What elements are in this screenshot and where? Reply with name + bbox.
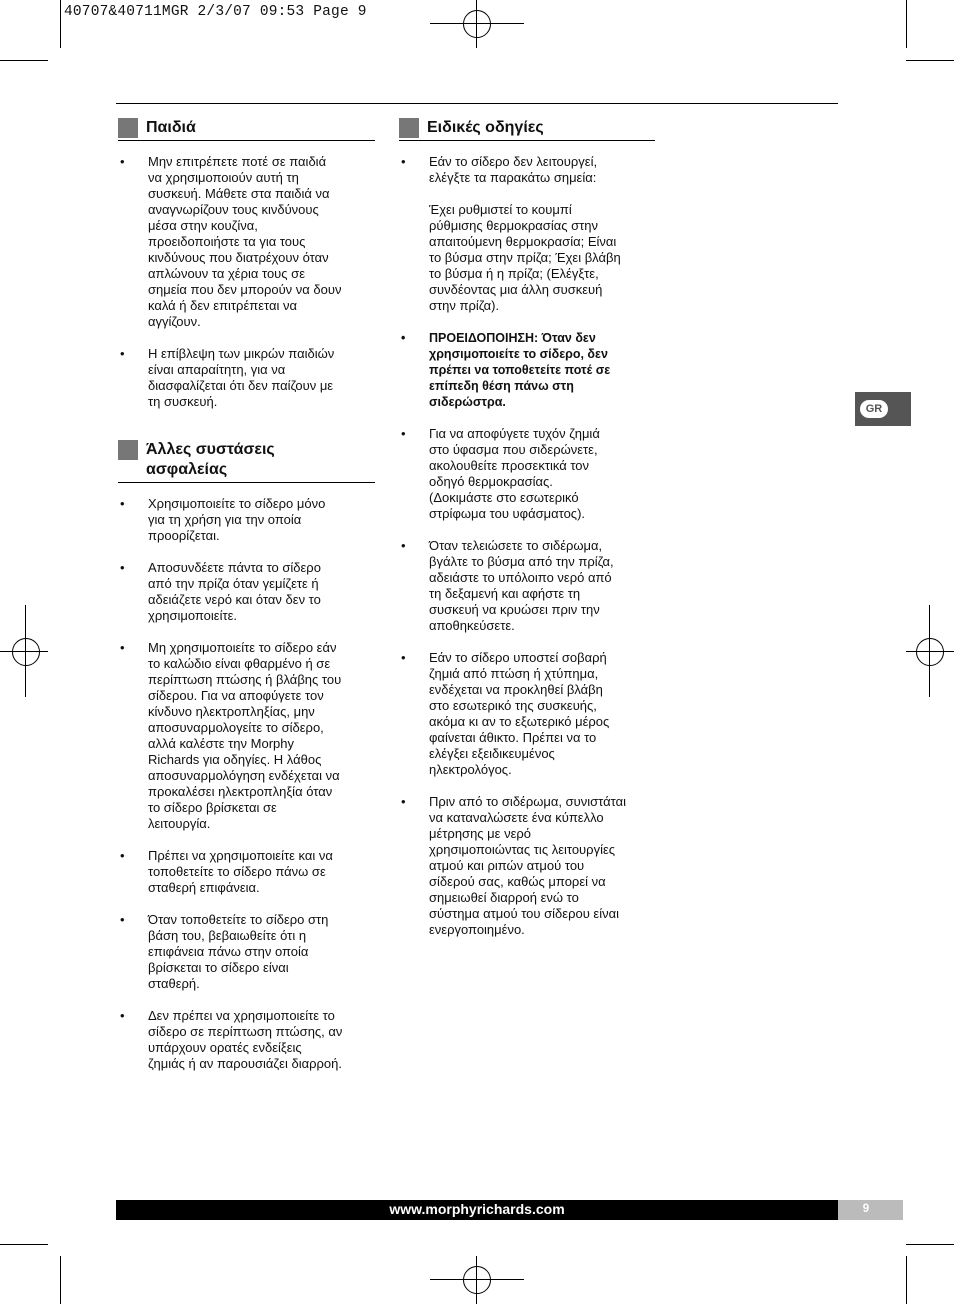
list-item xyxy=(399,794,655,938)
crop-mark xyxy=(0,60,48,61)
footer-url: www.morphyrichards.com xyxy=(389,1201,565,1217)
bullet-icon: • xyxy=(120,346,125,361)
left-column xyxy=(118,118,375,1088)
footer-bar xyxy=(116,1200,838,1220)
list-item xyxy=(118,912,375,992)
section-heading-special-instructions xyxy=(399,118,655,141)
list-item xyxy=(118,496,375,544)
bullet-icon: • xyxy=(120,154,125,169)
bullet-icon: • xyxy=(120,848,125,863)
section-heading-safety xyxy=(118,440,375,483)
bullet-icon: • xyxy=(120,496,125,511)
heading-square-icon xyxy=(399,118,419,138)
bullet-icon: • xyxy=(401,794,406,809)
crop-mark xyxy=(60,0,61,48)
list-item-text: Πρέπει να χρησιμοποιείτε και να τοποθετείτε το σίδερο πάνω σε σταθερή επιφάνεια. xyxy=(148,848,333,895)
list-item-text: Εάν το σίδερο υποστεί σοβαρή ζημιά από πτώση ή χτύπημα, ενδέχεται να προκληθεί βλάβη στο εσωτερικό της συσκευής, ακόμα κι αν το εξωτερικό μέρος φαίνεται άθικτο. Πρέπει να το ελέγξει εξειδικευμένος ηλεκτρολόγος. xyxy=(429,650,610,777)
heading-square-icon xyxy=(118,118,138,138)
list-item xyxy=(399,538,655,634)
list-item-text: Μη χρησιμοποιείτε το σίδερο εάν το καλώδιο είναι φθαρμένο ή σε περίπτωση πτώσης ή βλάβης του σίδερου. Για να αποφύγετε τον κίνδυνο ηλεκτροπληξίας, μην αποσυναρμολογείτε το σίδερο, αλλά καλέστε την Morphy Richards για οδηγίες. Η λάθος αποσυναρμολόγηση ενδέχεται να προκαλέσει ηλεκτροπληξία όταν το σίδερο βρίσκεται σε λειτουργία. xyxy=(148,640,342,831)
crop-mark xyxy=(906,1256,907,1304)
bullet-icon: • xyxy=(401,331,406,345)
list-item xyxy=(118,848,375,896)
crop-mark xyxy=(0,1244,48,1245)
bullet-icon: • xyxy=(401,426,406,441)
crop-mark xyxy=(60,1256,61,1304)
bullet-icon: • xyxy=(120,912,125,927)
list-item xyxy=(118,1008,375,1072)
bullet-icon: • xyxy=(120,560,125,575)
page-number: 9 xyxy=(862,1203,870,1215)
crop-mark xyxy=(906,0,907,48)
bullet-icon: • xyxy=(120,1008,125,1023)
list-item xyxy=(399,154,655,314)
list-item-text: Όταν τελειώσετε το σιδέρωμα, βγάλτε το βύσμα από την πρίζα, αδειάστε το υπόλοιπο νερό από τη δεξαμενή και αφήστε τη συσκευή να κρυώσει πριν την αποθηκεύσετε. xyxy=(429,538,614,633)
top-rule xyxy=(116,103,838,104)
list-item xyxy=(118,560,375,624)
crop-mark xyxy=(906,1244,954,1245)
list-item xyxy=(118,346,375,410)
list-item xyxy=(399,650,655,778)
page-number-box xyxy=(838,1200,903,1220)
list-item-text: Για να αποφύγετε τυχόν ζημιά στο ύφασμα που σιδερώνετε, ακολουθείτε προσεκτικά τον οδηγό θερμοκρασίας. (Δοκιμάστε στο εσωτερικό στρίφωμα του υφάσματος). xyxy=(429,426,600,521)
list-item-text: Πριν από το σιδέρωμα, συνιστάται να καταναλώσετε ένα κύπελλο μέτρησης με νερό χρησιμοποιώντας τις λειτουργίες ατμού και ριπών ατμού του σίδερού σας, καθώς μπορεί να σημειωθεί διαρροή ενώ το σύστημα ατμού του σίδερου είναι ενεργοποιημένο. xyxy=(429,794,626,937)
heading-text: Παιδιά xyxy=(146,119,196,136)
list-item-text: Μην επιτρέπετε ποτέ σε παιδιά να χρησιμοποιούν αυτή τη συσκευή. Μάθετε στα παιδιά να αναγνωρίζουν τους κινδύνους μέσα στην κουζίνα, προειδοποιήστε τα για τους κινδύνους που διατρέχουν όταν απλώνουν τα χέρια τους σε σημεία που δεν μπορούν να δουν καλά ή δεν επιτρέπεται να αγγίζουν. xyxy=(148,154,342,329)
bullet-icon: • xyxy=(401,154,406,169)
section-heading-children xyxy=(118,118,375,141)
crop-mark xyxy=(906,60,954,61)
list-item xyxy=(118,640,375,832)
bullet-icon: • xyxy=(401,650,406,665)
list-item-text: Δεν πρέπει να χρησιμοποιείτε το σίδερο σε περίπτωση πτώσης, αν υπάρχουν ορατές ενδείξεις ζημιάς ή αν παρουσιάζει διαρροή. xyxy=(148,1008,343,1071)
language-tab-label: GR xyxy=(860,400,888,418)
list-item-text: Εάν το σίδερο δεν λειτουργεί, ελέγξτε τα παρακάτω σημεία: Έχει ρυθμιστεί το κουμπί ρύθμισης θερμοκρασίας στην απαιτούμενη θερμοκρασία; Είναι το βύσμα στην πρίζα; Έχει βλάβη το βύσμα ή η πρίζα; (Ελέγξτε, συνδέοντας μια άλλη συσκευή στην πρίζα). xyxy=(429,154,621,313)
heading-text: Άλλες συστάσεις ασφαλείας xyxy=(146,441,275,478)
bullet-icon: • xyxy=(120,640,125,655)
bullet-icon: • xyxy=(401,538,406,553)
list-item-text: Η επίβλεψη των μικρών παιδιών είναι απαραίτητη, για να διασφαλίζεται ότι δεν παίζουν με τη συσκευή. xyxy=(148,346,335,409)
warning-text: ΠΡΟΕΙΔΟΠΟΙΗΣΗ: Όταν δεν χρησιμοποιείτε το σίδερο, δεν πρέπει να τοποθετείτε ποτέ σε επίπεδη θέση πάνω στη σιδερώστρα. xyxy=(429,331,611,409)
heading-square-icon xyxy=(118,440,138,460)
list-item-text: Χρησιμοποιείτε το σίδερο μόνο για τη χρήση για την οποία προορίζεται. xyxy=(148,496,326,543)
middle-column xyxy=(399,118,655,954)
list-item-text: Όταν τοποθετείτε το σίδερο στη βάση του, βεβαιωθείτε ότι η επιφάνεια πάνω στην οποία βρίσκεται το σίδερο είναι σταθερή. xyxy=(148,912,329,991)
list-item-text: Αποσυνδέετε πάντα το σίδερο από την πρίζα όταν γεμίζετε ή αδειάζετε νερό και όταν δεν το χρησιμοποιείτε. xyxy=(148,560,321,623)
warning-item xyxy=(399,330,655,410)
language-tab xyxy=(855,392,911,426)
list-item xyxy=(399,426,655,522)
heading-text: Ειδικές οδηγίες xyxy=(427,119,544,136)
list-item xyxy=(118,154,375,330)
print-slug: 40707&40711MGR 2/3/07 09:53 Page 9 xyxy=(64,4,367,20)
